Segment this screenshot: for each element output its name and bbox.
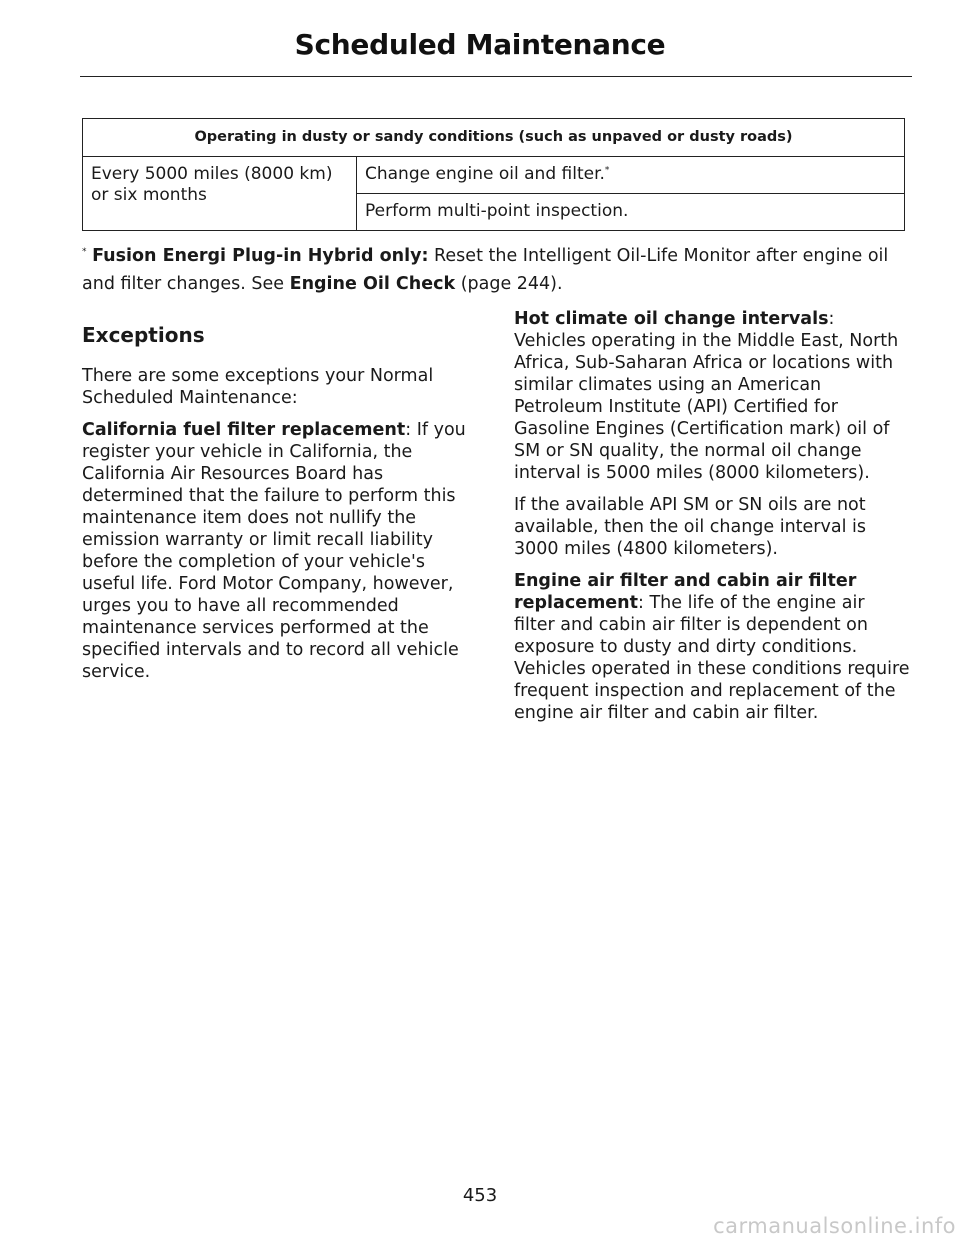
table-header-row bbox=[83, 119, 905, 157]
page-title: Scheduled Maintenance bbox=[294, 28, 666, 61]
page-header bbox=[0, 28, 960, 61]
action-cell bbox=[357, 194, 905, 231]
hot-climate-label: Hot climate oil change intervals bbox=[514, 309, 829, 329]
watermark: carmanualsonline.info bbox=[713, 1214, 956, 1238]
api-note-paragraph: If the available API SM or SN oils are not available, then the oil change interval is 3000 miles (4800 kilometers). bbox=[514, 495, 866, 559]
footnote-lead: Fusion Energi Plug-in Hybrid only: bbox=[92, 246, 429, 266]
exceptions-intro: There are some exceptions your Normal Scheduled Maintenance: bbox=[82, 366, 434, 408]
hot-climate-paragraph bbox=[514, 308, 910, 484]
air-filter-paragraph bbox=[514, 570, 910, 724]
footnote-text: Reset the Intelligent Oil-Life Monitor after engine oil and filter changes. See bbox=[82, 246, 889, 294]
interval-cell: Every 5000 miles (8000 km) or six months bbox=[83, 157, 357, 231]
footnote-marker: * bbox=[82, 247, 87, 258]
header-divider bbox=[80, 76, 912, 77]
engine-oil-check-reference: Engine Oil Check bbox=[289, 274, 456, 294]
action-cell bbox=[357, 157, 905, 194]
table-footnote bbox=[82, 242, 908, 298]
maintenance-table bbox=[82, 118, 905, 231]
action-text: Change engine oil and filter. bbox=[365, 164, 605, 184]
page-number: 453 bbox=[462, 1185, 498, 1206]
footnote-marker: * bbox=[604, 165, 610, 176]
california-paragraph bbox=[82, 419, 478, 683]
california-text: : If you register your vehicle in California, the California Air Resources Board has determined that the failure to perform this maintenance item does not nullify the emission warranty or limit recall liability before the completion of your vehicle's useful life. Ford Motor Company, however, urges you to have all recommended maintenance services performed at the specified intervals and to record all vehicle service. bbox=[82, 420, 466, 682]
page-reference: (page 244). bbox=[455, 274, 563, 294]
table-heading: Operating in dusty or sandy conditions (such as unpaved or dusty roads) bbox=[83, 119, 905, 157]
hot-climate-text: : Vehicles operating in the Middle East, North Africa, Sub-Saharan Africa or locations with similar climates using an American Petroleum Institute (API) Certified for Gasoline Engines (Certification mark) oil of SM or SN quality, the normal oil change interval is 5000 miles (8000 kilometers). bbox=[514, 309, 899, 483]
table-row bbox=[83, 157, 905, 194]
air-filter-label: Engine air filter and cabin air filter replacement bbox=[514, 571, 857, 613]
action-text: Perform multi-point inspection. bbox=[365, 201, 629, 221]
left-column bbox=[82, 322, 478, 693]
right-column bbox=[514, 308, 910, 734]
air-filter-text: : The life of the engine air filter and cabin air filter is dependent on exposure to dusty and dirty conditions. Vehicles operated in these conditions require frequent inspection and replacement of the engine air filter and cabin air filter. bbox=[514, 593, 910, 723]
section-heading-exceptions: Exceptions bbox=[82, 323, 205, 347]
california-label: California fuel filter replacement bbox=[82, 420, 406, 440]
